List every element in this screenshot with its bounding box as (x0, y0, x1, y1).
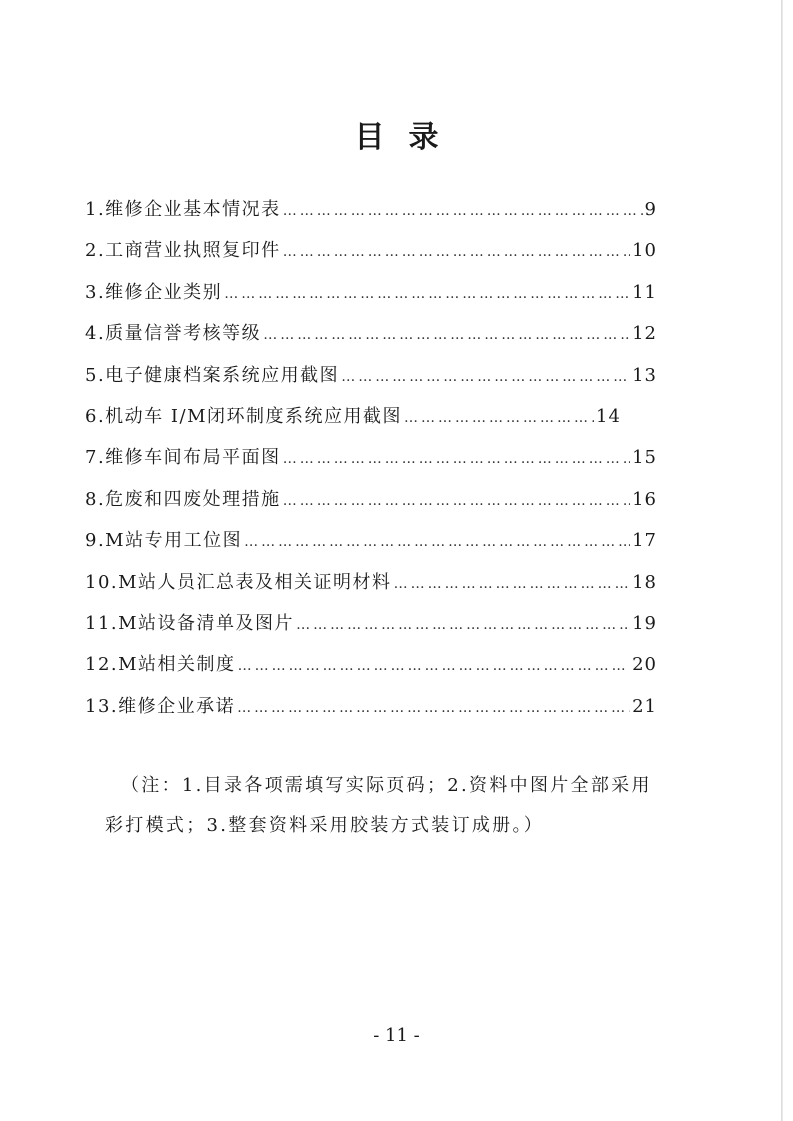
toc-entry-page: 9 (644, 199, 657, 220)
toc-entry-page: 15 (632, 447, 657, 469)
toc-entry-label: 5.电子健康档案系统应用截图 (85, 364, 340, 386)
toc-entry-page: 13 (632, 364, 657, 386)
toc-dot-leader (296, 613, 630, 637)
toc-dot-leader (404, 406, 594, 430)
toc-note: （注：1.目录各项需填写实际页码；2.资料中图片全部采用彩打模式；3.整套资料采用胶装方式装订成册。） (105, 775, 652, 836)
toc-entry (85, 198, 657, 222)
toc-entry (85, 529, 657, 553)
toc-entry-label: 4.质量信誉考核等级 (85, 323, 262, 345)
toc-entry-page: 21 (632, 695, 657, 717)
toc-entry (85, 571, 657, 595)
toc-entry-label: 3.维修企业类别 (85, 281, 223, 303)
toc-entry-label: 10.M站人员汇总表及相关证明材料 (85, 571, 392, 593)
toc-dot-leader (283, 489, 630, 513)
toc-entry (85, 239, 657, 263)
toc-dot-leader (238, 654, 631, 678)
toc-entry-page: 14 (596, 405, 621, 427)
toc-entry (85, 281, 657, 305)
toc-entry (85, 695, 657, 719)
toc-entry (85, 488, 657, 512)
toc-dot-leader (283, 240, 630, 264)
table-of-contents (85, 198, 657, 736)
toc-entry-label: 7.维修车间布局平面图 (85, 447, 281, 469)
toc-entry (85, 322, 657, 346)
toc-entry (85, 653, 657, 677)
toc-entry-page: 17 (632, 530, 657, 552)
toc-entry (85, 446, 657, 470)
toc-entry-label: 1.维修企业基本情况表 (85, 199, 281, 220)
toc-entry-page: 19 (632, 612, 657, 634)
toc-entry-label: 12.M站相关制度 (85, 654, 236, 676)
toc-entry-page: 11 (632, 281, 657, 303)
toc-dot-leader (224, 282, 630, 306)
toc-entry-page: 18 (632, 571, 657, 593)
toc-dot-leader (341, 365, 630, 389)
toc-entry-label: 9.M站专用工位图 (85, 530, 243, 552)
toc-dot-leader (283, 199, 643, 223)
toc-dot-leader (237, 696, 630, 720)
toc-dot-leader (244, 530, 630, 554)
toc-entry-page: 10 (632, 240, 657, 262)
toc-entry-label: 8.危废和四废处理措施 (85, 488, 281, 510)
toc-entry-label: 6.机动车 I/M闭环制度系统应用截图 (85, 405, 402, 427)
toc-entry-label: 11.M站设备清单及图片 (85, 612, 295, 634)
toc-entry-label: 13.维修企业承诺 (85, 695, 236, 717)
toc-entry (85, 612, 657, 636)
toc-entry (85, 405, 657, 429)
page-title: 目录 (354, 120, 463, 155)
page-number: - 11 - (373, 1025, 420, 1046)
toc-entry-label: 2.工商营业执照复印件 (85, 240, 281, 262)
toc-dot-leader (263, 323, 630, 347)
toc-entry-page: 16 (632, 488, 657, 510)
toc-entry-page: 12 (632, 323, 657, 345)
toc-dot-leader (283, 447, 630, 471)
page-edge-shadow (781, 0, 783, 1121)
toc-dot-leader (394, 572, 631, 596)
toc-entry-page: 20 (632, 654, 657, 676)
toc-entry (85, 364, 657, 388)
